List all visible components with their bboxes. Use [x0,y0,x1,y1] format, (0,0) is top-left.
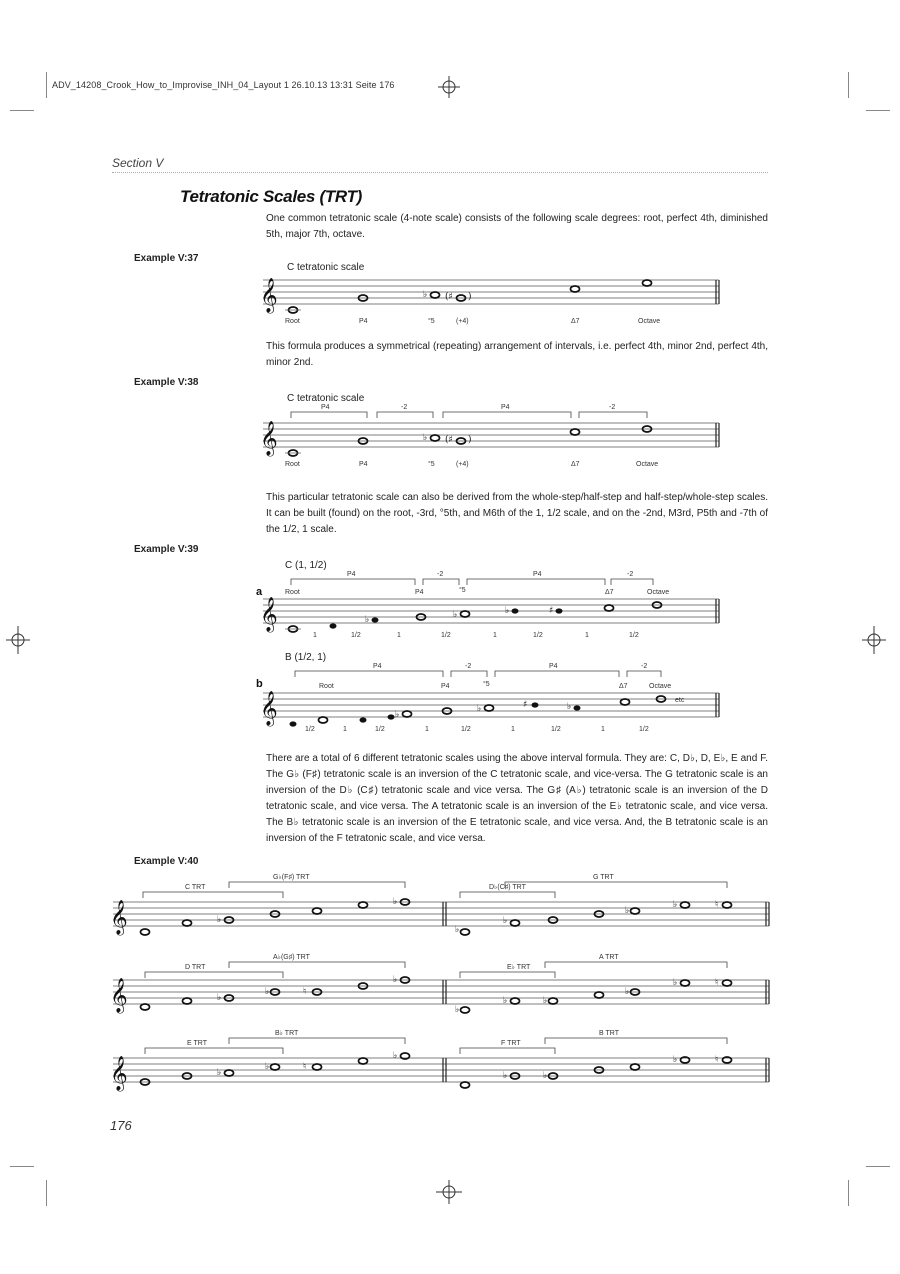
crop-mark [46,72,47,98]
trt-label: E TRT [187,1040,207,1047]
step-label: 1 [511,726,515,733]
treble-clef-icon: 𝄞 [110,900,128,935]
degree-label: Δ7 [571,318,580,325]
trt-label: B♭ TRT [275,1030,299,1037]
degree-label: °5 [459,587,466,594]
staff-lines [263,599,719,623]
degree-label: Δ7 [605,589,614,596]
flat-icon: ♭ [625,906,630,916]
paragraph: This particular tetratonic scale can also be derived from the whole-step/half-step and half-step/whole-step scales. It can be built (found) on the root, -3rd, °5th, and M6th of the 1, 1/2 scale, and on the -2nd, M3rd, P5th and -7th of the 1/2, 1 scale. [266,492,768,535]
note [330,623,337,628]
step-label: 1/2 [375,726,385,733]
degree-label: Root [285,461,300,468]
staff-caption: B (1/2, 1) [285,652,327,663]
interval-label: P4 [321,404,330,411]
note [141,929,150,935]
interval-label: -2 [609,404,616,411]
step-label: 1/2 [305,726,315,733]
treble-clef-icon: 𝄞 [260,421,278,456]
natural-icon: ♮ [303,987,307,997]
flat-icon: ♭ [503,916,508,926]
note [461,1007,470,1013]
flat-icon: ♭ [423,290,428,300]
flat-icon: ♭ [453,610,458,620]
degree-label: °5 [428,318,435,325]
note [643,280,652,286]
flat-icon: ♭ [625,987,630,997]
staff-example-39a [255,555,725,645]
example-label: Example V:39 [134,544,199,555]
crop-mark [848,72,849,98]
flat-icon: ♭ [393,1051,398,1061]
trt-label: E♭ TRT [507,964,531,971]
interval-brackets [291,412,647,418]
degree-label: Δ7 [571,461,580,468]
crop-mark [866,1166,890,1167]
flat-icon: ♭ [503,996,508,1006]
trt-label: G TRT [593,874,614,881]
treble-clef-icon: 𝄞 [260,691,278,726]
flat-icon: ♭ [217,993,222,1003]
note [271,1064,280,1070]
registration-mark-icon [6,626,30,654]
end-marker: etc [675,697,685,704]
flat-icon: ♭ [455,1005,460,1015]
degree-label: Root [319,683,334,690]
flat-icon: ♭ [673,900,678,910]
note [461,1082,470,1088]
staff-example-37 [255,255,725,330]
example-marker: a [256,586,263,598]
treble-clef-icon: 𝄞 [260,597,278,632]
interval-label: P4 [501,404,510,411]
note [372,617,379,622]
crop-mark [10,1166,34,1167]
example-marker: b [256,678,263,690]
page-title: Tetratonic Scales (TRT) [180,187,363,206]
trt-row-3 [110,1029,769,1092]
svg-text:): ) [468,435,472,445]
step-label: 1/2 [533,632,543,639]
note [571,286,580,292]
treble-clef-icon: 𝄞 [110,978,128,1013]
note [556,608,563,613]
degree-label: P4 [441,683,450,690]
note [290,721,297,726]
flat-icon: ♭ [217,1068,222,1078]
note [388,714,395,719]
step-label: 1 [313,632,317,639]
degree-label: Root [285,589,300,596]
paragraph: This formula produces a symmetrical (repeating) arrangement of intervals, i.e. perfect 4th, minor 2nd, perfect 4th, minor 2nd. [266,341,768,368]
staff-example-40 [105,868,775,1108]
note [723,902,732,908]
crop-mark [46,1180,47,1206]
note [225,1070,234,1076]
trt-label: C TRT [185,884,206,891]
natural-icon: ♮ [303,1062,307,1072]
staff-example-38 [255,388,725,473]
flat-icon: ♭ [365,615,370,625]
registration-mark-icon [438,76,460,98]
trt-label: F TRT [501,1040,521,1047]
step-label: 1 [343,726,347,733]
trt-label: B TRT [599,1030,619,1037]
staff-caption: C (1, 1/2) [285,560,327,571]
trt-label: G♭(F♯) TRT [273,874,310,881]
note [574,705,581,710]
step-label: 1 [425,726,429,733]
svg-text:): ) [468,292,472,302]
paragraph: One common tetratonic scale (4-note scale) consists of the following scale degrees: root, perfect 4th, diminished 5th, major 7th, octave. [266,213,768,240]
flat-icon: ♭ [543,1071,548,1081]
degree-label: Octave [638,318,661,325]
flat-icon: ♭ [673,1055,678,1065]
interval-brackets [295,671,661,677]
degree-label: P4 [359,461,368,468]
note [631,908,640,914]
flat-icon: ♭ [393,897,398,907]
flat-icon: ♭ [395,710,400,720]
degree-label: Octave [636,461,659,468]
note [571,429,580,435]
note [461,929,470,935]
example-label: Example V:37 [134,253,199,264]
trt-row-2 [110,953,769,1015]
section-divider [112,172,768,173]
note [183,920,192,926]
degree-label: P4 [415,589,424,596]
note [359,1058,368,1064]
step-label: 1 [397,632,401,639]
interval-label: P4 [533,571,542,578]
step-label: 1/2 [629,632,639,639]
degree-label: (+4) [456,318,469,325]
degree-label: Root [285,318,300,325]
note [605,605,614,611]
degree-label: Δ7 [619,683,628,690]
staff-caption: C tetratonic scale [287,393,365,404]
crop-mark [10,110,34,111]
note [360,717,367,722]
step-label: 1/2 [351,632,361,639]
step-label: 1 [585,632,589,639]
trt-label: A TRT [599,954,619,961]
trt-label: D TRT [185,964,206,971]
note [359,902,368,908]
interval-brackets [291,579,653,585]
note [403,711,412,717]
note [313,908,322,914]
step-label: 1/2 [461,726,471,733]
print-slug: ADV_14208_Crook_How_to_Improvise_INH_04_Layout 1 26.10.13 13:31 Seite 176 [52,80,395,90]
note [532,702,539,707]
flat-icon: ♭ [503,1071,508,1081]
note [723,980,732,986]
interval-label: P4 [373,663,382,670]
interval-label: P4 [347,571,356,578]
svg-text:(♯: (♯ [445,292,453,302]
degree-label: (+4) [456,461,469,468]
trt-label: D♭(C♯) TRT [489,884,526,891]
degree-label: Octave [647,589,670,596]
staff-example-39b [255,647,725,739]
staff-caption: C tetratonic scale [287,262,365,273]
flat-icon: ♭ [217,915,222,925]
note [313,1064,322,1070]
crop-mark [866,110,890,111]
note [681,980,690,986]
natural-icon: ♮ [715,900,719,910]
step-label: 1/2 [551,726,561,733]
degree-label: Octave [649,683,672,690]
note [183,998,192,1004]
paragraph: There are a total of 6 different tetratonic scales using the above interval formula. They are: C, D♭, D, E♭, E and F. The G♭ (F♯) tetratonic scale is an inversion of the C tetratonic scale, and vice-versa. The G tetratonic scale is an inversion of the D♭ (C♯) tetratonic scale and vice versa. The G♯ (A♭) tetratonic scale is an inversion of the D tetratonic scale, and vice versa. The A tetratonic scale is an inversion of the E♭ tetratonic scale, and vice versa. The B♭ tetratonic scale is an inversion of the E tetratonic scale, and vice versa. And, the B tetratonic scale is an inversion of the F tetratonic scale, and vice versa. [266,753,768,844]
interval-label: -2 [401,404,408,411]
flat-icon: ♭ [673,978,678,988]
treble-clef-icon: 𝄞 [260,278,278,313]
natural-icon: ♮ [715,1055,719,1065]
note [631,1064,640,1070]
note [512,608,519,613]
note [319,717,328,723]
flat-icon: ♭ [423,433,428,443]
degree-label: °5 [483,681,490,688]
flat-icon: ♭ [265,987,270,997]
degree-label: P4 [359,318,368,325]
svg-text:1/2: 1/2 [639,726,649,733]
note [549,998,558,1004]
note [621,699,630,705]
registration-mark-icon [862,626,886,654]
degree-label: °5 [428,461,435,468]
sharp-icon: ♯ [523,700,528,710]
registration-mark-icon [436,1180,462,1204]
note [485,705,494,711]
flat-icon: ♭ [393,975,398,985]
crop-mark [848,1180,849,1206]
note [595,992,604,998]
trt-row-1 [110,873,769,936]
treble-clef-icon: 𝄞 [110,1056,128,1091]
page-number: 176 [110,1118,132,1133]
note [141,1004,150,1010]
flat-icon: ♭ [265,1062,270,1072]
flat-icon: ♭ [505,606,510,616]
note [461,611,470,617]
note [431,292,440,298]
flat-icon: ♭ [543,996,548,1006]
note [681,902,690,908]
flat-icon: ♭ [477,704,482,714]
svg-text:(♯: (♯ [445,435,453,445]
example-label: Example V:38 [134,377,199,388]
interval-label: -2 [641,663,648,670]
step-label: 1/2 [441,632,451,639]
interval-label: P4 [549,663,558,670]
note [511,998,520,1004]
step-label: 1 [493,632,497,639]
trt-label: A♭(G♯) TRT [273,954,310,961]
note [511,920,520,926]
note [431,435,440,441]
flat-icon: ♭ [455,925,460,935]
interval-label: -2 [465,663,472,670]
flat-icon: ♭ [567,702,572,712]
interval-label: -2 [437,571,444,578]
section-header: Section V [112,156,164,170]
step-label: 1 [601,726,605,733]
example-label: Example V:40 [134,856,199,867]
natural-icon: ♮ [715,978,719,988]
sharp-icon: ♯ [549,606,554,616]
interval-label: -2 [627,571,634,578]
